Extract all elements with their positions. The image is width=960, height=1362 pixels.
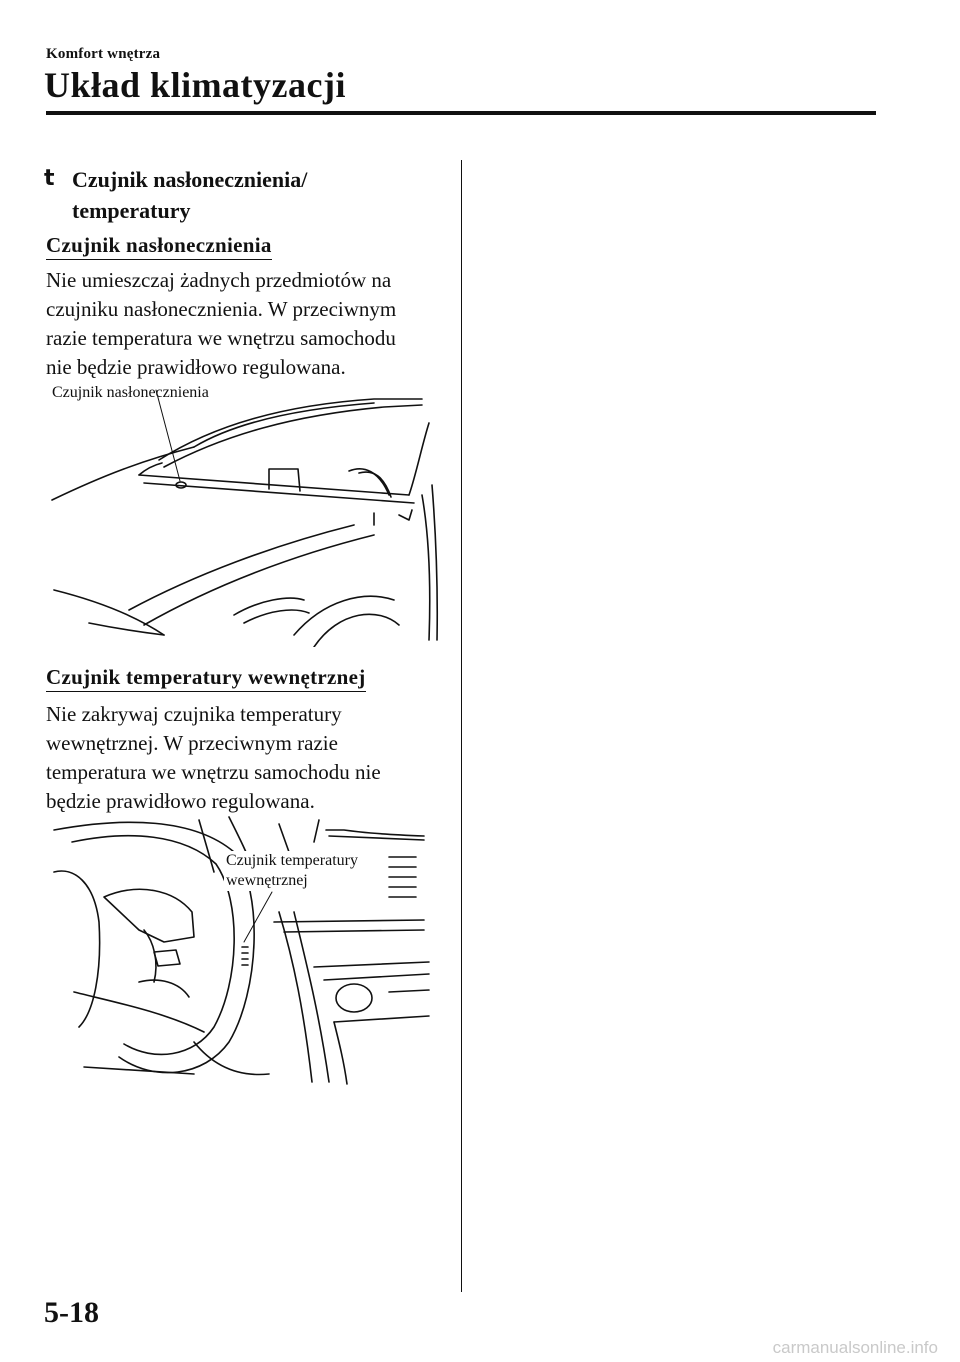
section-heading (72, 164, 412, 226)
paragraph-line: wewnętrznej. W przeciwnym razie (46, 731, 338, 755)
temp-sensor-paragraph (46, 700, 446, 816)
section-heading-line: Czujnik nasłonecznienia/ (72, 167, 308, 192)
paragraph-line: nie będzie prawidłowo regulowana. (46, 355, 346, 379)
section-bullet-icon: t (44, 166, 55, 191)
paragraph-line: razie temperatura we wnętrzu samochodu (46, 326, 396, 350)
paragraph-line: Nie umieszczaj żadnych przedmiotów na (46, 268, 392, 292)
callout-line: Czujnik temperatury (226, 852, 358, 869)
page-number: 5-18 (44, 1296, 99, 1329)
title-rule (46, 111, 876, 115)
sun-sensor-callout: Czujnik nasłonecznienia (52, 384, 209, 401)
sun-sensor-paragraph (46, 266, 446, 382)
callout-line: wewnętrznej (226, 872, 308, 889)
paragraph-line: będzie prawidłowo regulowana. (46, 789, 315, 813)
paragraph-line: Nie zakrywaj czujnika temperatury (46, 702, 342, 726)
sun-sensor-illustration (44, 385, 444, 647)
sun-sensor-subheading: Czujnik nasłonecznienia (46, 233, 272, 260)
section-heading-line: temperatury (72, 198, 191, 223)
page-title: Układ klimatyzacji (44, 65, 346, 105)
column-divider (461, 160, 462, 1292)
temp-sensor-callout (224, 851, 360, 891)
paragraph-line: temperatura we wnętrzu samochodu nie (46, 760, 381, 784)
watermark: carmanualsonline.info (772, 1338, 938, 1357)
temp-sensor-subheading: Czujnik temperatury wewnętrznej (46, 665, 366, 692)
section-label: Komfort wnętrza (46, 46, 161, 62)
paragraph-line: czujniku nasłonecznienia. W przeciwnym (46, 297, 397, 321)
